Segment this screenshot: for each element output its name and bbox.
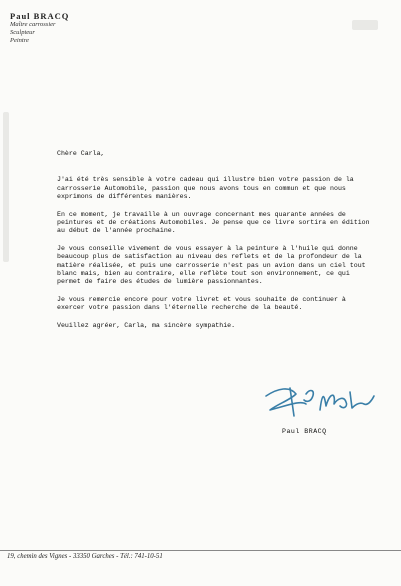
paper-mark [3, 112, 9, 262]
handwritten-signature [260, 380, 380, 430]
letter-body [57, 150, 375, 339]
salutation: Chère Carla, [57, 150, 105, 157]
closing: Veuillez agréer, Carla, ma sincère sympathie. [57, 321, 236, 329]
letter-paragraph: Je vous remercie encore pour votre livret et vous souhaite de continuer à exercer votre passion dans l'éternelle recherche de la beauté. [57, 295, 346, 312]
footer-divider [0, 550, 401, 551]
letterhead-title: Sculpteur [10, 29, 35, 36]
letterhead-name: Paul BRACQ [10, 11, 70, 21]
letterhead-title: Maître carrossier [10, 21, 56, 28]
letter-paragraph: En ce moment, je travaille à un ouvrage concernant mes quarante années de peintures et de créations Automobiles. Je pense que ce livre sortira en édition au début de l'année prochaine. [57, 210, 370, 235]
paper-mark [352, 20, 378, 30]
letterhead [10, 11, 69, 45]
letter-paragraph: J'ai été très sensible à votre cadeau qui illustre bien votre passion de la carrosserie Automobile, passion que nous avons tous en commun et que nous exprimons de différentes manières. [57, 176, 354, 201]
footer-address: 19, chemin des Vignes - 33350 Garches - Tél.: 741-10-51 [7, 553, 163, 560]
typed-signature-name: Paul BRACQ [282, 428, 327, 435]
letter-paragraph: Je vous conseille vivement de vous essayer à la peinture à l'huile qui donne beaucoup plus de satisfaction au niveau des reflets et de la profondeur de la matière réalisée, et puis une carrosserie n'est pas un avion dans un ciel tout blanc mais, bien au contraire, elle reflète tout son environnement, ce qui permet de faire des études de lumière passionnantes. [57, 244, 366, 286]
letterhead-title: Peintre [10, 37, 29, 44]
